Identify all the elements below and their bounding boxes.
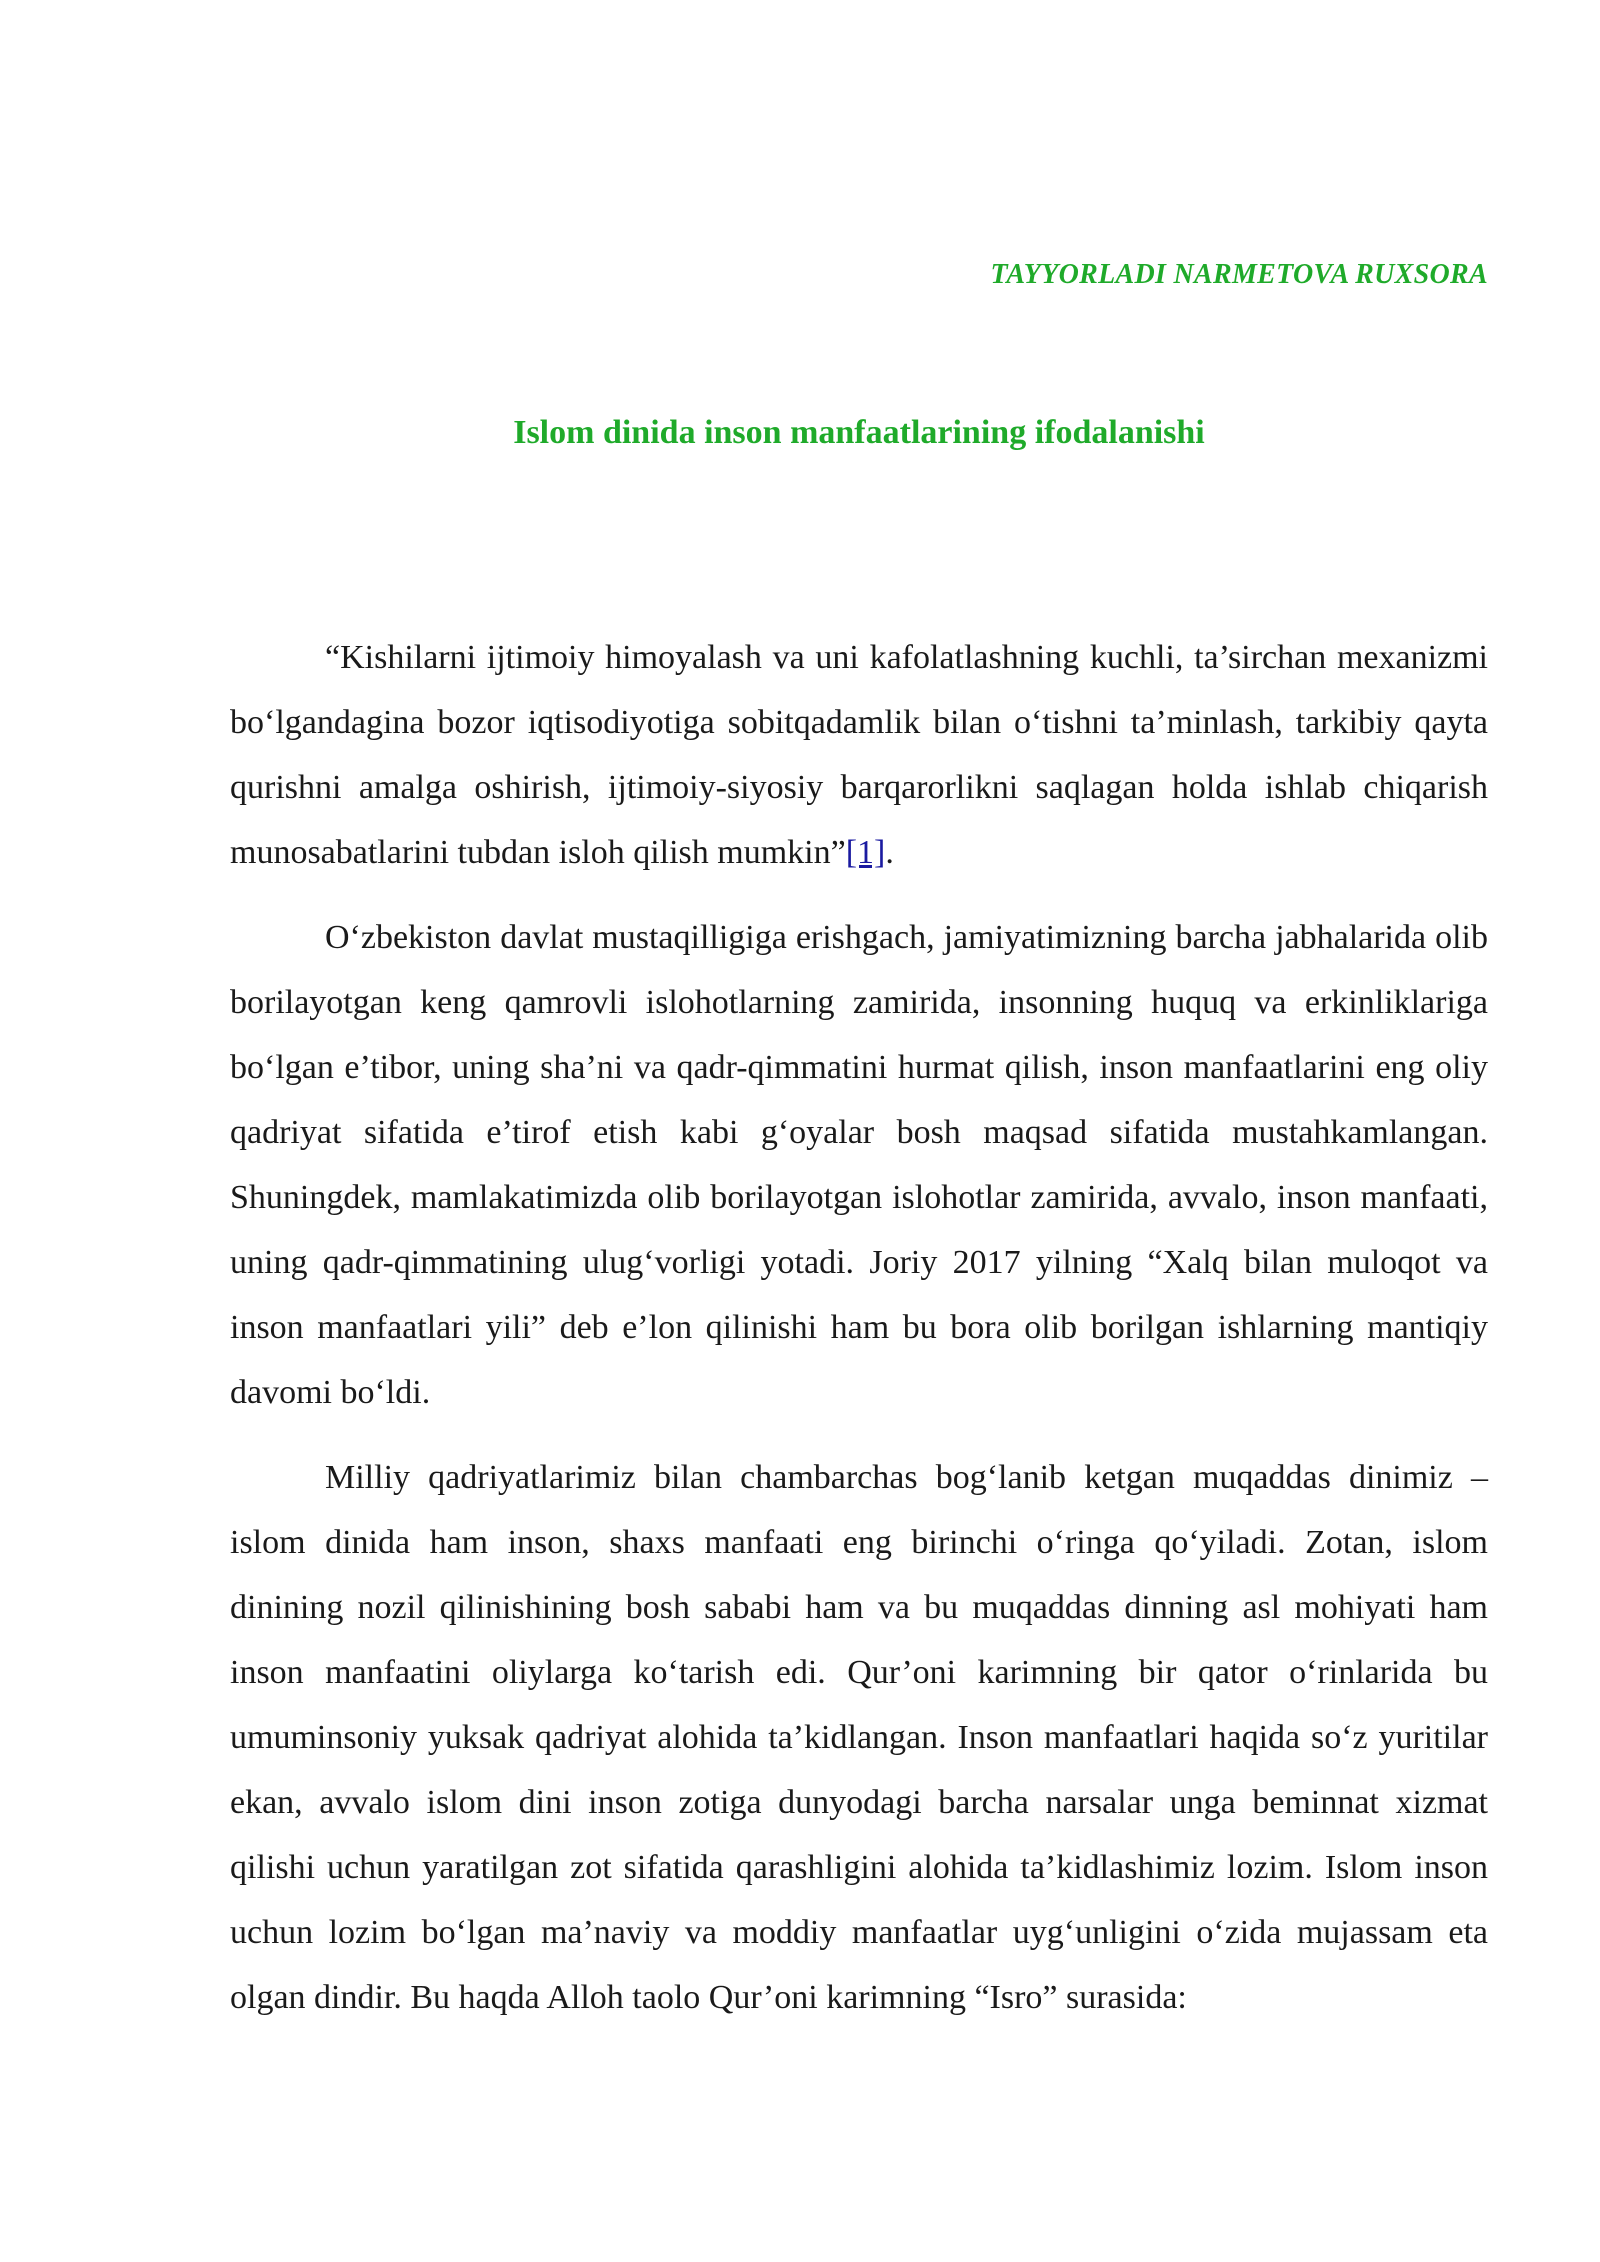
author-line: TAYYORLADI NARMETOVA RUXSORA bbox=[990, 259, 1488, 290]
document-title: Islom dinida inson manfaatlarining ifodalanishi bbox=[513, 414, 1205, 451]
footnote-ref-1[interactable]: [1] bbox=[845, 834, 886, 871]
paragraph-1-tail: . bbox=[885, 834, 894, 871]
paragraph-1-text: “Kishilarni ijtimoiy himoyalash va uni kafolatlashning kuchli, ta’sirchan mexanizmi bo‘lgandagina bozor iqtisodiyotiga sobitqadamlik bilan o‘tishni ta’minlash, tarkibiy qayta qurishni amalga oshirish, ijtimoiy-siyosiy barqarorlikni saqlagan holda ishlab chiqarish munosabatlarini tubdan isloh qilish mumkin” bbox=[230, 639, 1488, 871]
paragraph-1 bbox=[230, 625, 1488, 885]
body-text bbox=[230, 625, 1488, 2050]
paragraph-2: O‘zbekiston davlat mustaqilligiga erishgach, jamiyatimizning barcha jabhalarida olib borilayotgan keng qamrovli islohotlarning zamirida, insonning huquq va erkinliklariga bo‘lgan e’tibor, uning sha’ni va qadr-qimmatini hurmat qilish, inson manfaatlarini eng oliy qadriyat sifatida e’tirof etish kabi g‘oyalar bosh maqsad sifatida mustahkamlangan. Shuningdek, mamlakatimizda olib borilayotgan islohotlar zamirida, avvalo, inson manfaati, uning qadr-qimmatining ulug‘vorligi yotadi. Joriy 2017 yilning “Xalq bilan muloqot va inson manfaatlari yili” deb e’lon qilinishi ham bu bora olib borilgan ishlarning mantiqiy davomi bo‘ldi. bbox=[230, 919, 1488, 1411]
paragraph-3: Milliy qadriyatlarimiz bilan chambarchas bog‘lanib ketgan muqaddas dinimiz – islom dinida ham inson, shaxs manfaati eng birinchi o‘ringa qo‘yiladi. Zotan, islom dinining nozil qilinishining bosh sababi ham va bu muqaddas dinning asl mohiyati ham inson manfaatini oliylarga ko‘tarish edi. Qur’oni karimning bir qator o‘rinlarida bu umuminsoniy yuksak qadriyat alohida ta’kidlangan. Inson manfaatlari haqida so‘z yuritilar ekan, avvalo islom dini inson zotiga dunyodagi barcha narsalar unga beminnat xizmat qilishi uchun yaratilgan zot sifatida qarashligini alohida ta’kidlashimiz lozim. Islom inson uchun lozim bo‘lgan ma’naviy va moddiy manfaatlar uyg‘unligini o‘zida mujassam eta olgan dindir. Bu haqda Alloh taolo Qur’oni karimning “Isro” surasida: bbox=[230, 1459, 1488, 2016]
